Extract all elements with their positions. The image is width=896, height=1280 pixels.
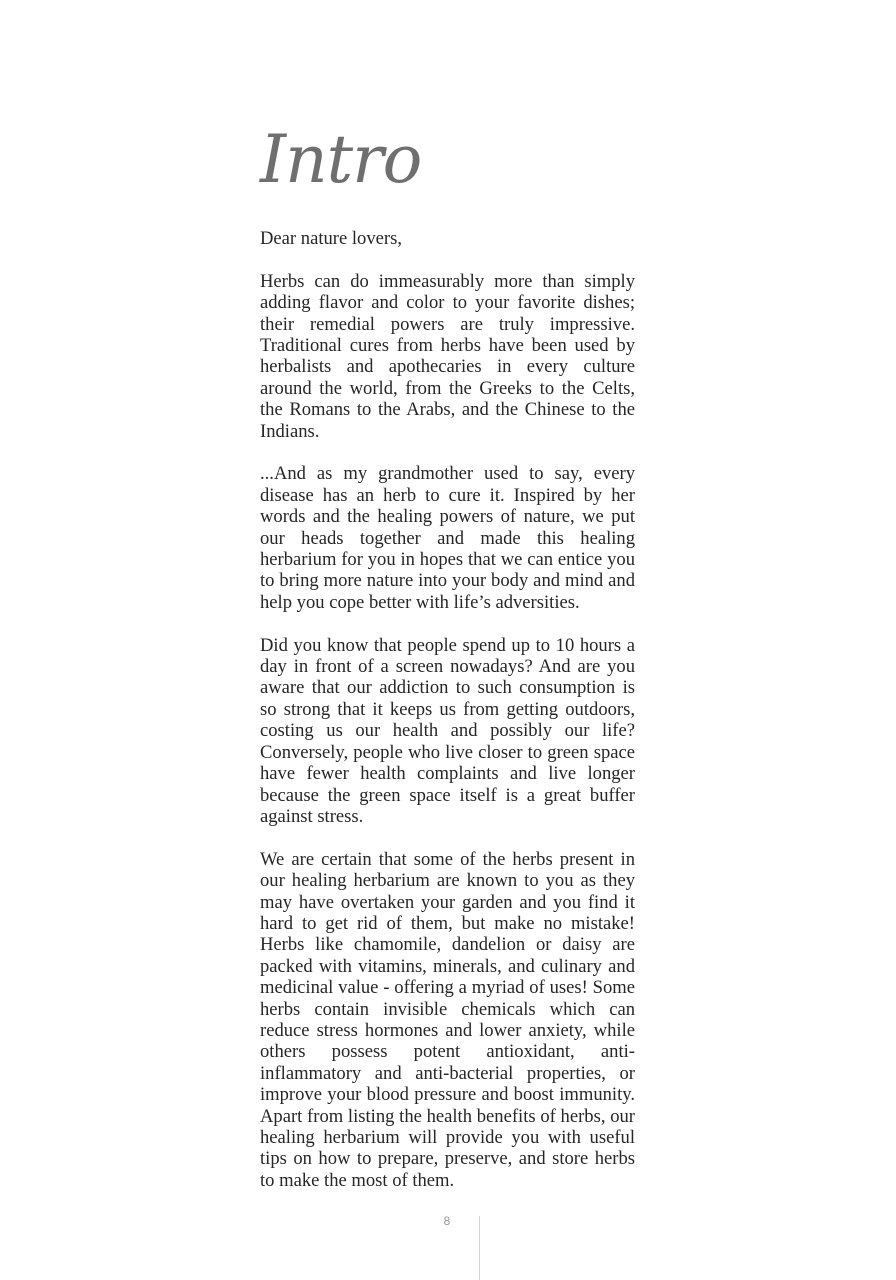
page-title: Intro	[260, 121, 422, 198]
paragraph-herbarium-uses: We are certain that some of the herbs present in our healing herbarium are known to you as they may have overtaken your garden and you find it hard to get rid of them, but make no mistake! Herbs like chamomile, dandelion or daisy are packed with vitamins, minerals, and culinary and medicinal value - offering a myriad of uses! Some herbs contain invisible chemicals which can reduce stress hormones and lower anxiety, while others possess potent antioxidant, anti-inflammatory and anti-bacterial properties, or improve your blood pressure and boost immunity. Apart from listing the health benefits of herbs, our healing herbarium will provide you with useful tips on how to prepare, preserve, and store herbs to make the most of them.	[260, 848, 635, 1191]
paragraph-grandmother: ...And as my grandmother used to say, every disease has an herb to cure it. Inspired by her words and the healing powers of nature, we put our heads together and made this healing herbarium for you in hopes that we can entice you to bring more nature into your body and mind and help you cope better with life’s adversities.	[260, 463, 635, 613]
paragraph-herbs-remedial: Herbs can do immeasurably more than simply adding flavor and color to your favorite dishes; their remedial powers are truly impressive. Traditional cures from herbs have been used by herbalists and apothecaries in every culture around the world, from the Greeks to the Celts, the Romans to the Arabs, and the Chinese to the Indians.	[260, 270, 635, 442]
page-number: 8	[443, 1214, 451, 1228]
footer-divider	[479, 1216, 480, 1280]
intro-body	[260, 228, 635, 1213]
paragraph-screen-time: Did you know that people spend up to 10 hours a day in front of a screen nowadays? And are you aware that our addiction to such consumption is so strong that it keeps us from getting outdoors, costing us our health and possibly our life? Conversely, people who live closer to green space have fewer health complaints and live longer because the green space itself is a great buffer against stress.	[260, 634, 635, 827]
salutation-paragraph: Dear nature lovers,	[260, 228, 402, 249]
